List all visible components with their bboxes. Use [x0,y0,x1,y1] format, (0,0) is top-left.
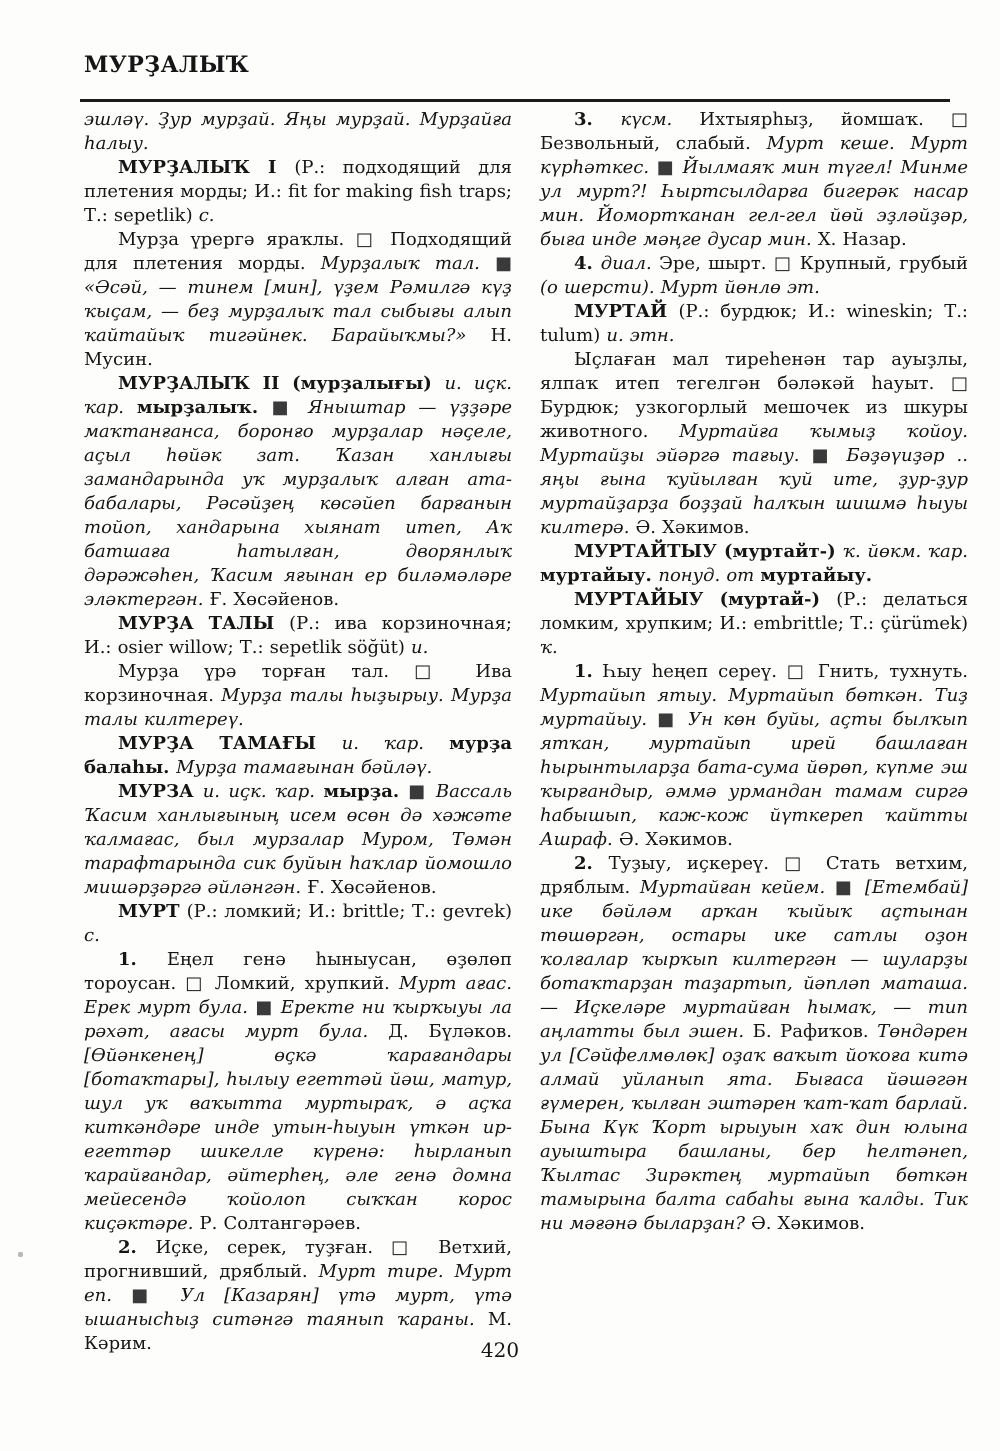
text-run: Мурт тире. Мурт еп. [84,1261,512,1306]
text-run: (о шерсти). Мурт йөнлө эт. [540,277,820,298]
text-run: муртайыу. [540,565,659,586]
text-run: (Р.: ива корзиночная; И.: osier willow; Т.: sepetlik söğüt) [84,613,512,658]
paragraph [540,252,968,300]
text-run: МУРҘАЛЫҠ I [118,157,295,178]
text-run: Мурҙалыҡ тал. [320,253,495,274]
paragraph [84,612,512,660]
text-run: Мурт ағас. Ерек мурт була. [84,973,512,1018]
text-run: Иҫке, серек, туҙған. □ Ветхий, прогнивший, дряблый. [84,1237,512,1282]
text-run: мырҙалыҡ. [136,397,272,418]
paragraph [540,348,968,540]
text-run: Вассаль Ҡасим ханлығының исем өсөн дә хәжәте ҡалмағас, был мурзалар Муром, Төмән тарафтарында сик буйын һаҡлар йомошло мишәрҙәргә әйләнгән. [84,781,512,898]
text-run: Ул [Казарян] үтә мурт, үтә ышанысһыҙ ситәнгә таянып ҡараны. [84,1285,512,1330]
text-run: МУРТАЙ [574,301,679,322]
text-run: Ә. Хәкимов. [635,517,750,538]
paragraph [540,660,968,852]
example-separator-icon: ■ [834,877,865,898]
text-run: (Р.: делаться ломким, хрупким; И.: embrittle; Т.: çürümek) [540,589,968,634]
text-run: Ғ. Хөсәйенов. [209,589,340,610]
text-run: МУРҘА ТАМАҒЫ [118,733,342,754]
text-run: Төндәрен ул [Сәйфелмөлөк] оҙаҡ ваҡыт йоҡоға китә алмай уйланып ята. Бығаса йәшәгән ғүмерен, ҡылған эштәрен ҡат-ҡат барлай. Бына Күк Ҡорт ырыуын хаҡ дин юлына ауыштыра башланы, бер һелтәнеп, Ҡылтас Зирәктең муртайып бөткән тамырына балта сабаһы ғына ҡалды. Тик ни мәғәнә быларҙан? [540,1021,968,1234]
text-run: Мурҙа талы һыҙырыу. Мурҙа талы килтереү. [84,685,512,730]
text-run: Х. Назар. [817,229,907,250]
text-run: ҡ. йөкм. ҡар. [842,541,968,562]
column-left [84,108,512,1356]
text-run: 2. [574,853,609,874]
text-run: понуд. от [658,565,761,586]
text-run: М. Кәрим. [84,1309,512,1354]
page-number: 420 [480,1338,520,1362]
text-run: Мурт кеше. Мурт күрһәткес. [540,133,968,178]
text-run: Бәҙәүиҙәр .. яңы ғына ҡуйылған ҡуй ите, ҙур-ҙур муртайҙарҙа боҙҙай һалҡын шишмә һыуы килтерә. [540,445,968,538]
text-run: и. иҫк. ҡар. [202,781,324,802]
text-run: 2. [118,1237,156,1258]
text-run: МУРҘАЛЫҠ II (мурҙалығы) [118,373,445,394]
text-run: Йылмаяҡ мин түгел! Минме ул мурт?! Һыртсылдарға бигерәк насар мин. Йомортҡанан гел-гел йөй эҙләйҙәр, быға инде мәңге дусар мин. [540,157,968,250]
text-run: 3. [574,109,621,130]
paragraph [540,540,968,588]
text-run: с. [84,925,100,946]
paragraph [540,588,968,660]
text-run: мырҙа. [323,781,409,802]
text-run: Муртайып ятыу. Муртайып бөткән. Тиҙ муртайыу. [540,685,968,730]
text-run: МУРҘА ТАЛЫ [118,613,290,634]
example-separator-icon: ■ [255,997,281,1018]
text-run: Ғ. Хөсәйенов. [307,877,437,898]
text-run: МУРТ [118,901,187,922]
text-run: күсм. [620,109,700,130]
paragraph [84,900,512,948]
column-right [540,108,968,1236]
text-run: муртайыу. [760,565,873,586]
text-run: и. этн. [606,325,675,346]
text-run: Ун көн буйы, аҫты былҡып ятҡан, муртайып ирей башлаған һырынтыларҙа бата-сума йөрөп, күпме эш ҡырғандыр, әммә урмандан тамам сиргә һабышып, каж-кож йүткереп ҡайтты Ашраф. [540,709,968,850]
example-separator-icon: ■ [656,157,683,178]
text-run: [Етембай] ике бәйләм арҡан ҡыйыҡ аҫтынан төшөргән, остары ике сатлы оҙон ҡолғалар ҡырҡып килтергән — шуларҙы ботаҡтарҙан таҙартып, йәпләп маташа. — Иҫкеләре муртайған һымаҡ, — тип аңлатты был эшен. [540,877,968,1042]
example-separator-icon: ■ [494,253,512,274]
text-run: Эре, шырт. □ Крупный, грубый [659,253,968,274]
text-run: «Әсәй, — тинем [мин], үҙем Рәмилгә күҙ ҡыҫам, — беҙ мурҙалыҡ тал сыбығы алып ҡайтайыҡ тигәйнек. Барайыҡмы?» [84,277,512,346]
example-separator-icon: ■ [811,445,847,466]
text-run: 1. [118,949,167,970]
running-head: МУРҘАЛЫҠ [84,52,250,78]
text-run: Еңел генә һыныусан, өҙөлөп тороусан. □ Ломкий, хрупкий. [84,949,512,994]
paragraph [540,852,968,1236]
text-run: диал. [600,253,660,274]
text-run: МУРТАЙЫУ (муртай-) [574,589,837,610]
paragraph [84,228,512,372]
text-run: Муртайға ҡымыҙ ҡойоу. Муртайҙы эйәргә тағыу. [540,421,968,466]
text-columns [84,108,968,1356]
text-run: 4. [574,253,601,274]
text-run: Яныштар — үҙҙәре маҡтанғанса, боронғо мурҙалар нәҫеле, аҫыл һөйәк зат. Ҡазан ханлығы замандарында уҡ мурҙалыҡ алған ата-бабалары, Рәсәйҙең көсәйеп барғанын тойоп, хандарына хыянат итеп, Аҡ батшаға һатылған, дворянлыҡ дәрәжәһен, Ҡасим яғынан ер биләмәләре эләктергән. [84,397,512,610]
text-run: [Өйәнкенең] өҫкә ҡарағандары [ботаҡтары], һылыу егеттәй йәш, матур, шул уҡ ваҡытта муртыраҡ, ә аҫҡа киткәндәре инде утын-һыуын үткән ир-егеттәр шикелле күренә: һырланып ҡарайғандар, әйтерһең, әле генә домна мейесендә ҡойолоп сыҡҡан корос киҫәктәре. [84,1045,512,1234]
text-run: Ә. Хәкимов. [750,1213,865,1234]
text-run: ҡ. [540,637,558,658]
text-run: Р. Солтангәрәев. [199,1213,361,1234]
text-run: Мурҙа үрә торған тал. □ Ива корзиночная. [84,661,512,706]
text-run: (Р.: ломкий; И.: brittle; Т.: gevrek) [186,901,512,922]
text-run: МУРЗА [118,781,203,802]
text-run: Еректе ни ҡырҡыуы ла рәхәт, ағасы мурт була. [84,997,513,1042]
text-run: и. [411,637,429,658]
header-rule [80,99,950,102]
example-separator-icon: ■ [131,1285,181,1306]
text-run: МУРТАЙТЫУ (муртайт-) [574,541,843,562]
text-run: мурҙа балаһы. [84,733,512,778]
text-run: и. иҫк. ҡар. [84,373,512,418]
text-run: Мурҙа тамағынан бәйләү. [176,757,433,778]
paragraph [84,732,512,780]
text-run: Ихтыярһыҙ, йомшаҡ. □ Безвольный, слабый. [540,109,968,154]
example-separator-icon: ■ [408,781,436,802]
text-run: Муртайған кейем. [639,877,835,898]
paragraph [84,948,512,1236]
paragraph [84,108,512,156]
text-run: (Р.: подходящий для плетения морды; И.: fit for making fish traps; Т.: sepetlik) [84,157,513,226]
text-run: Б. Рафиҡов. [752,1021,878,1042]
text-run: (Р.: бурдюк; И.: wineskin; Т.: tulum) [540,301,968,346]
text-run: Н. Мусин. [84,325,512,370]
text-run: с. [198,205,215,226]
text-run: Мурҙа үрергә яраҡлы. □ Подходящий для плетения морды. [84,229,512,274]
paragraph [84,780,512,900]
example-separator-icon: ■ [657,709,689,730]
text-run: Туҙыу, иҫкереү. □ Стать ветхим, дряблым. [540,853,969,898]
text-run: эшләү. Ҙур мурҙай. Яңы мурҙай. Мурҙайға һалыу. [84,109,512,154]
text-run: Ә. Хәкимов. [618,829,733,850]
text-run: Д. Бүләков. [388,1021,512,1042]
text-run: и. ҡар. [341,733,450,754]
example-separator-icon: ■ [271,397,309,418]
text-run: 1. [574,661,604,682]
text-run: Ыҫлаған мал тиреһенән тар ауыҙлы, ялпаҡ итеп тегелгән бәләкәй һауыт. □ Бурдюк; узкогорлый мешочек из шкуры животного. [540,349,968,442]
scan-artifact-dot [18,1252,23,1257]
text-run: Һыу һеңеп сереү. □ Гнить, тухнуть. [603,661,968,682]
paragraph [540,108,968,252]
paragraph [84,372,512,612]
paragraph [84,156,512,228]
paragraph [84,660,512,732]
paragraph [540,300,968,348]
